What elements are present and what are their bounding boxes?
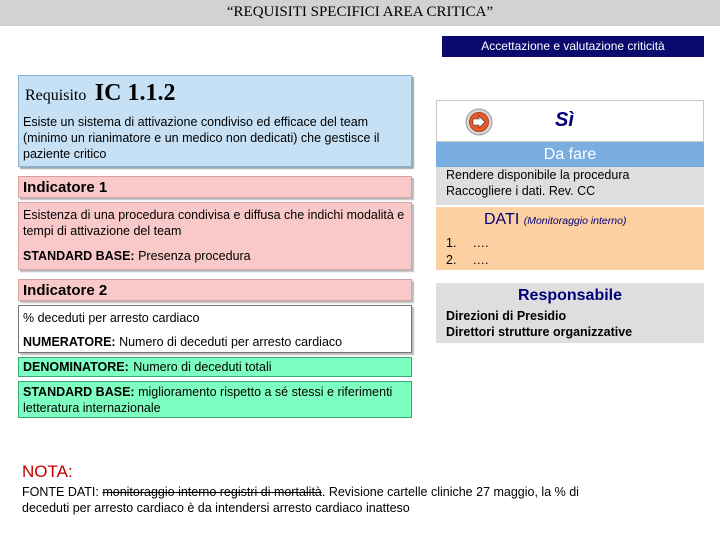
requisito-text: Esiste un sistema di attivazione condiviso ed efficace del team (minimo un rianimatore e un medico non dedicati) che gestisce il paziente critico xyxy=(23,115,380,161)
answer-box xyxy=(436,100,704,142)
responsabile-title: Responsabile xyxy=(517,287,623,304)
section-tag: Accettazione e valutazione criticità xyxy=(442,36,704,57)
indicatore-1-title: Indicatore 1 xyxy=(23,179,108,196)
dati-list xyxy=(446,235,488,269)
dati-title: DATI xyxy=(484,211,520,228)
denominatore-box xyxy=(18,357,412,377)
standard-base-2-box xyxy=(18,381,412,418)
numeratore xyxy=(23,334,342,350)
standard-2-label: STANDARD BASE: xyxy=(23,385,135,399)
indicatore-2-box xyxy=(18,305,412,353)
responsabile-box xyxy=(436,283,704,343)
standard-2-value: miglioramento rispetto a sé stessi e riferimenti letteratura internazionale xyxy=(23,385,393,415)
list-item: 1. …. xyxy=(446,236,489,250)
numeratore-value: Numero di deceduti per arresto cardiaco xyxy=(119,335,343,349)
indicatore-1-box xyxy=(18,202,412,270)
indicatore-1-standard xyxy=(23,248,251,264)
da-fare-header xyxy=(436,142,704,167)
fonte-struck: monitoraggio interno registri di mortalità xyxy=(102,485,322,499)
denominatore-label: DENOMINATORE: xyxy=(23,360,129,374)
indicatore-2-title: Indicatore 2 xyxy=(23,282,108,299)
numeratore-label: NUMERATORE: xyxy=(23,335,116,349)
indicatore-2-text: % deceduti per arresto cardiaco xyxy=(23,311,200,325)
da-fare-box xyxy=(436,167,704,205)
responsabile-line-2: Direttori strutture organizzative xyxy=(446,325,633,339)
da-fare-title: Da fare xyxy=(543,146,597,163)
page-title: “REQUISITI SPECIFICI AREA CRITICA” xyxy=(0,0,720,26)
fonte-prefix: FONTE DATI: xyxy=(22,485,103,499)
nota-label: NOTA: xyxy=(22,462,73,481)
da-fare-line-2: Raccogliere i dati. Rev. CC xyxy=(446,184,596,198)
nota-fonte xyxy=(22,484,702,516)
dati-box xyxy=(436,207,704,270)
fonte-rest-1: . Revisione cartelle cliniche 27 maggio, la % di xyxy=(321,485,579,499)
standard-label: STANDARD BASE: xyxy=(23,249,135,263)
answer-value: Sì xyxy=(555,109,574,131)
responsabile-line-1: Direzioni di Presidio xyxy=(446,309,567,323)
requisito-box xyxy=(18,75,412,167)
fonte-rest-2: deceduti per arresto cardiaco è da intendersi arresto cardiaco inatteso xyxy=(22,501,410,515)
requisito-label: Requisito xyxy=(25,87,87,104)
denominatore-value: Numero di deceduti totali xyxy=(133,360,272,374)
indicatore-1-header xyxy=(18,176,412,198)
list-item: 2. …. xyxy=(446,253,489,267)
da-fare-line-1: Rendere disponibile la procedura xyxy=(446,168,630,182)
arrow-button-icon xyxy=(465,108,493,136)
indicatore-1-text: Esistenza di una procedura condivisa e diffusa che indichi modalità e tempi di attivazione del team xyxy=(23,208,405,238)
dati-subtitle: (Monitoraggio interno) xyxy=(523,215,627,227)
requisito-code: IC 1.1.2 xyxy=(94,80,176,106)
standard-value: Presenza procedura xyxy=(138,249,251,263)
indicatore-2-header xyxy=(18,279,412,301)
